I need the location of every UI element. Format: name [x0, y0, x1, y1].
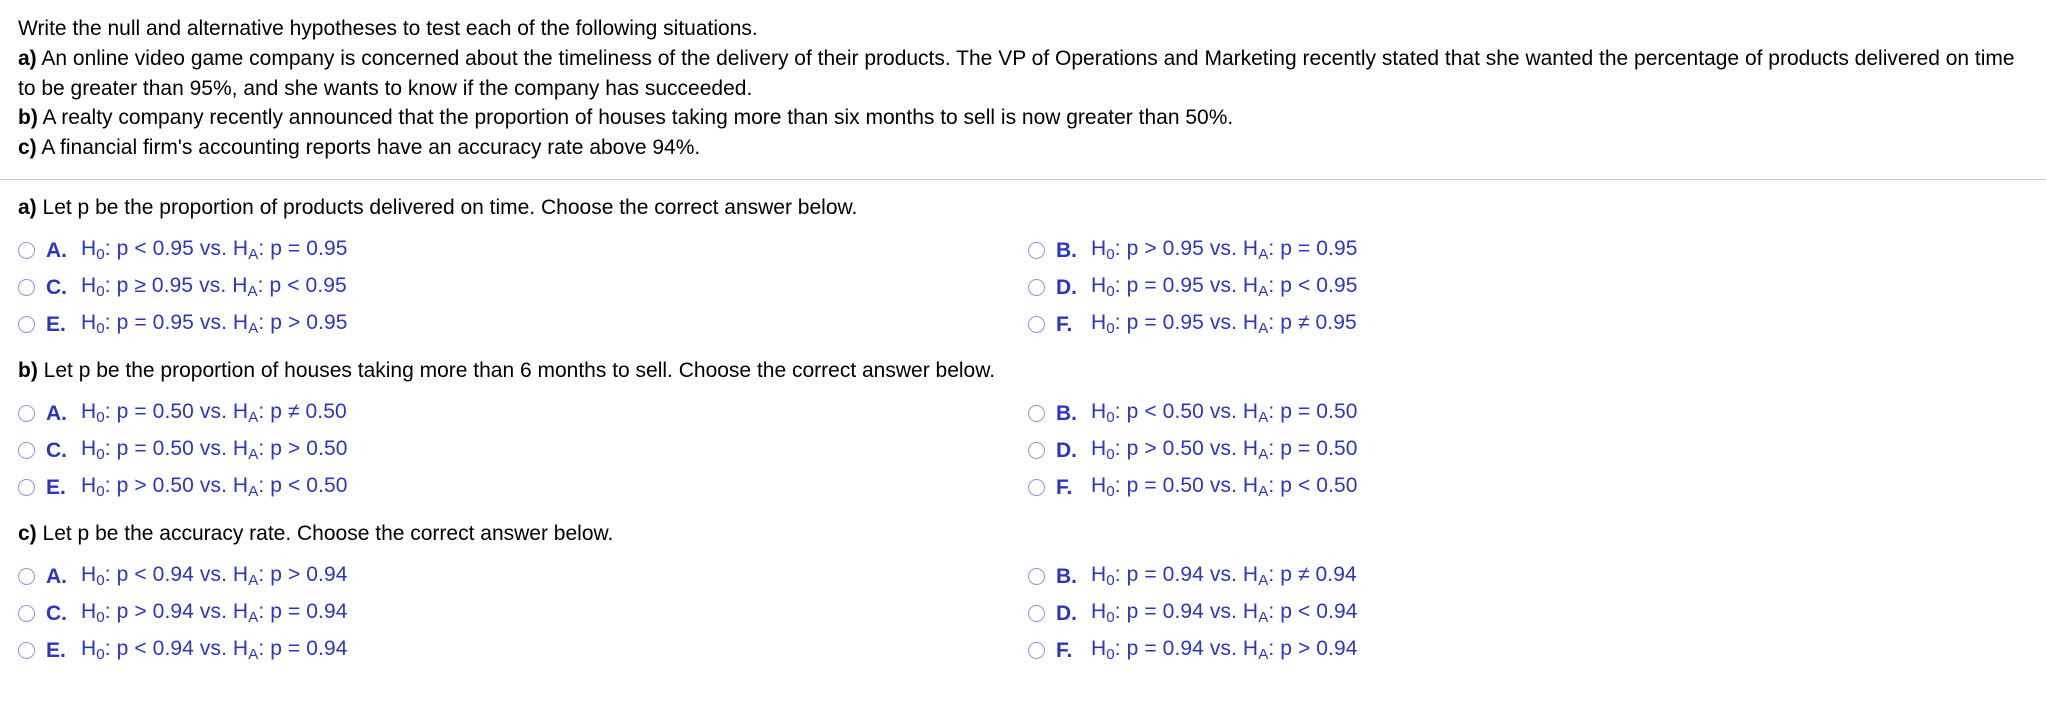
part-c-heading [18, 522, 2028, 546]
prompt-item-c-label: c) [18, 136, 37, 160]
choice-letter: C. [46, 275, 67, 299]
choice-a-B[interactable] [1028, 232, 2028, 269]
radio-icon[interactable] [18, 442, 35, 459]
part-a-choices-left [18, 232, 1028, 343]
choice-text: $H_0$: p = 0.95 vs. $H_A$: p ≠ 0.95 [1091, 311, 1357, 338]
choice-c-F[interactable] [1028, 632, 2028, 669]
prompt-item-a-cont-text: to be greater than 95%, and she wants to know if the company has succeeded. [18, 76, 753, 100]
choice-c-C[interactable] [18, 595, 1028, 632]
choice-letter: D. [1056, 601, 1077, 625]
radio-icon[interactable] [1028, 405, 1045, 422]
choice-text: $H_0$: p ≥ 0.95 vs. $H_A$: p < 0.95 [81, 274, 347, 301]
radio-icon[interactable] [1028, 642, 1045, 659]
radio-icon[interactable] [18, 479, 35, 496]
choice-letter: E. [46, 638, 66, 662]
prompt-item-c-text: A financial firm's accounting reports have an accuracy rate above 94%. [41, 136, 701, 160]
radio-icon[interactable] [1028, 605, 1045, 622]
part-a-choices-right [1028, 232, 2028, 343]
part-c-choices-right [1028, 558, 2028, 669]
choice-a-A[interactable] [18, 232, 1028, 269]
choice-a-F[interactable] [1028, 306, 2028, 343]
choice-letter: F. [1056, 312, 1073, 336]
choice-b-B[interactable] [1028, 395, 2028, 432]
radio-icon[interactable] [1028, 279, 1045, 296]
question-part-b [0, 359, 2046, 506]
choice-text: $H_0$: p < 0.95 vs. $H_A$: p = 0.95 [81, 237, 348, 264]
radio-icon[interactable] [1028, 442, 1045, 459]
part-b-heading [18, 359, 2028, 383]
choice-text: $H_0$: p = 0.50 vs. $H_A$: p < 0.50 [1091, 474, 1358, 501]
radio-icon[interactable] [1028, 316, 1045, 333]
choice-letter: B. [1056, 401, 1077, 425]
part-c-label: c) [18, 522, 37, 546]
prompt-intro [18, 14, 2028, 44]
choice-letter: D. [1056, 275, 1077, 299]
radio-icon[interactable] [18, 242, 35, 259]
choice-text: $H_0$: p > 0.50 vs. $H_A$: p = 0.50 [1091, 437, 1358, 464]
part-b-choices [18, 395, 2028, 506]
part-a-choices [18, 232, 2028, 343]
prompt-item-c [18, 133, 2028, 163]
choice-letter: E. [46, 312, 66, 336]
choice-a-C[interactable] [18, 269, 1028, 306]
choice-letter: D. [1056, 438, 1077, 462]
choice-letter: B. [1056, 564, 1077, 588]
choice-b-F[interactable] [1028, 469, 2028, 506]
prompt-item-a-label: a) [18, 46, 37, 70]
part-b-label: b) [18, 359, 38, 383]
choice-c-E[interactable] [18, 632, 1028, 669]
choice-letter: A. [46, 401, 67, 425]
choice-a-E[interactable] [18, 306, 1028, 343]
choice-letter: E. [46, 475, 66, 499]
choice-letter: A. [46, 238, 67, 262]
radio-icon[interactable] [1028, 242, 1045, 259]
part-a-label: a) [18, 196, 37, 220]
choice-text: $H_0$: p > 0.94 vs. $H_A$: p = 0.94 [81, 600, 348, 627]
choice-letter: A. [46, 564, 67, 588]
choice-text: $H_0$: p > 0.95 vs. $H_A$: p = 0.95 [1091, 237, 1358, 264]
choice-b-D[interactable] [1028, 432, 2028, 469]
choice-b-C[interactable] [18, 432, 1028, 469]
prompt-item-a [18, 44, 2028, 74]
choice-c-A[interactable] [18, 558, 1028, 595]
radio-icon[interactable] [1028, 568, 1045, 585]
choice-a-D[interactable] [1028, 269, 2028, 306]
radio-icon[interactable] [18, 405, 35, 422]
choice-text: $H_0$: p = 0.94 vs. $H_A$: p < 0.94 [1091, 600, 1358, 627]
radio-icon[interactable] [18, 642, 35, 659]
part-b-heading-text: Let p be the proportion of houses taking more than 6 months to sell. Choose the correct answer below. [43, 359, 996, 383]
radio-icon[interactable] [18, 568, 35, 585]
part-a-heading-text: Let p be the proportion of products delivered on time. Choose the correct answer below. [42, 196, 858, 220]
question-prompt [0, 0, 2046, 173]
choice-text: $H_0$: p = 0.95 vs. $H_A$: p > 0.95 [81, 311, 348, 338]
question-part-c [0, 522, 2046, 669]
part-b-choices-left [18, 395, 1028, 506]
choice-text: $H_0$: p = 0.94 vs. $H_A$: p ≠ 0.94 [1091, 563, 1357, 590]
section-divider [0, 179, 2046, 180]
choice-text: $H_0$: p = 0.50 vs. $H_A$: p > 0.50 [81, 437, 348, 464]
choice-text: $H_0$: p = 0.94 vs. $H_A$: p > 0.94 [1091, 637, 1358, 664]
prompt-item-a-cont [18, 74, 2028, 104]
choice-text: $H_0$: p = 0.95 vs. $H_A$: p < 0.95 [1091, 274, 1358, 301]
prompt-item-a-text: An online video game company is concerned about the timeliness of the delivery of their products. The VP of Operations and Marketing recently stated that she wanted the percentage of products delivered on time [41, 46, 2015, 70]
part-c-choices-left [18, 558, 1028, 669]
choice-letter: C. [46, 438, 67, 462]
choice-text: $H_0$: p < 0.94 vs. $H_A$: p > 0.94 [81, 563, 348, 590]
choice-text: $H_0$: p < 0.50 vs. $H_A$: p = 0.50 [1091, 400, 1358, 427]
prompt-item-b-label: b) [18, 106, 38, 130]
part-b-choices-right [1028, 395, 2028, 506]
question-part-a [0, 196, 2046, 343]
prompt-item-b [18, 103, 2028, 133]
choice-c-D[interactable] [1028, 595, 2028, 632]
choice-letter: B. [1056, 238, 1077, 262]
choice-b-E[interactable] [18, 469, 1028, 506]
part-a-heading [18, 196, 2028, 220]
choice-letter: C. [46, 601, 67, 625]
choice-b-A[interactable] [18, 395, 1028, 432]
prompt-item-b-text: A realty company recently announced that the proportion of houses taking more than six months to sell is now greater than 50%. [42, 106, 1234, 130]
part-c-choices [18, 558, 2028, 669]
radio-icon[interactable] [18, 316, 35, 333]
radio-icon[interactable] [1028, 479, 1045, 496]
prompt-intro-text: Write the null and alternative hypotheses to test each of the following situations. [18, 17, 758, 40]
choice-letter: F. [1056, 638, 1073, 662]
part-c-heading-text: Let p be the accuracy rate. Choose the correct answer below. [42, 522, 614, 546]
choice-text: $H_0$: p > 0.50 vs. $H_A$: p < 0.50 [81, 474, 348, 501]
radio-icon[interactable] [18, 279, 35, 296]
radio-icon[interactable] [18, 605, 35, 622]
choice-text: $H_0$: p < 0.94 vs. $H_A$: p = 0.94 [81, 637, 348, 664]
choice-c-B[interactable] [1028, 558, 2028, 595]
choice-text: $H_0$: p = 0.50 vs. $H_A$: p ≠ 0.50 [81, 400, 347, 427]
choice-letter: F. [1056, 475, 1073, 499]
